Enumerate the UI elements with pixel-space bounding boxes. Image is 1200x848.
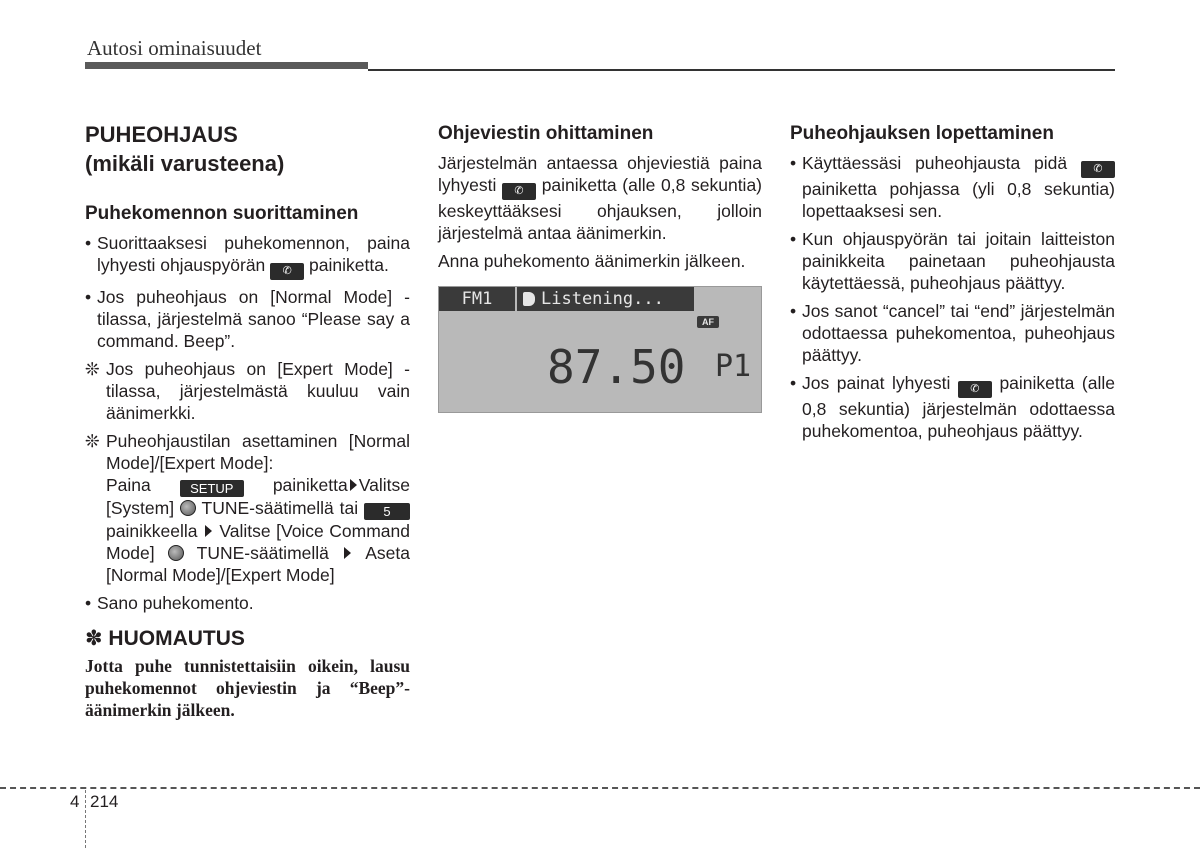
display-band: FM1 [439, 287, 517, 311]
voice-command-icon: ✆ [270, 263, 304, 280]
chapter-number: 4 [70, 792, 80, 811]
section-title-voice-command: Puhekomennon suorittaminen [85, 203, 359, 224]
bullet-mark: • [790, 229, 797, 249]
column-3 [790, 120, 1115, 448]
list-item-text: TUNE-säätimellä [196, 543, 329, 563]
bullet-mark: ❊ [85, 359, 100, 379]
page-number: 214 [90, 792, 119, 811]
main-title [85, 120, 410, 178]
list-item-text: Sano puhekomento. [97, 593, 254, 613]
paragraph: Anna puhekomento äänimerkin jälkeen. [438, 251, 746, 271]
list-item-text: Jos sanot “cancel” tai “end” järjestelmän odottaessa puhekomentoa, puheohjaus päättyy. [802, 301, 1115, 365]
section-title-end-voice: Puheohjauksen lopettaminen [790, 123, 1054, 144]
arrow-right-icon [205, 525, 212, 537]
arrow-right-icon [350, 479, 357, 491]
header-title: Autosi ominaisuudet [87, 36, 262, 60]
bullet-mark: • [85, 593, 92, 613]
tune-knob-icon [168, 545, 184, 561]
display-frequency: 87.50 [547, 340, 686, 394]
setup-button-icon: SETUP [180, 480, 244, 497]
paragraph-text: Järjestelmän antaessa ohjeviestiä paina lyhyesti [438, 153, 762, 195]
bullet-mark: • [790, 373, 797, 393]
paragraph-text: painiketta (alle 0,8 sekuntia) keskeyttääksesi ohjauksen, jolloin järjestelmä antaa äänimerkin. [438, 175, 762, 243]
note-body: Jotta puhe tunnistettaisiin oikein, lausu puhekomennot ohjeviestin ja “Beep”-äänimerkin jälkeen. [85, 656, 410, 720]
list-item [85, 430, 410, 586]
list-item [790, 372, 1115, 442]
list-item [790, 152, 1115, 222]
list-item-text: Jos painat lyhyesti [802, 373, 951, 393]
list-item-text: Aseta [Normal Mode]/[Expert Mode] [106, 543, 410, 585]
list-item-text: Suorittaaksesi puhekomennon, paina lyhyesti ohjauspyörän [97, 233, 410, 275]
display-af-badge: AF [697, 316, 719, 328]
section-title-skip-prompt: Ohjeviestin ohittaminen [438, 123, 654, 144]
header-bar [85, 62, 368, 69]
list-item-text: Valitse [System] [106, 475, 410, 518]
radio-display-image [438, 286, 762, 413]
display-status [519, 287, 664, 311]
list-item-text: Kun ohjauspyörän tai joitain laitteiston painikkeita painetaan puheohjausta käytettäessä, puheohjaus päättyy. [802, 229, 1115, 293]
display-preset: P1 [715, 349, 752, 384]
column-2 [438, 120, 762, 413]
list-item-text: painiketta pohjassa (yli 0,8 sekuntia) lopettaaksesi sen. [802, 179, 1115, 221]
display-status-text: Listening... [541, 289, 664, 309]
voice-status-icon [523, 292, 535, 306]
voice-command-icon: ✆ [1081, 161, 1115, 178]
list-item [85, 286, 410, 352]
list-item-text: TUNE-säätimellä tai [201, 498, 359, 518]
note-title: ✽ HUOMAUTUS [85, 627, 245, 650]
paragraph [438, 152, 762, 244]
list-item-text: Valitse [Voice Command Mode] [106, 521, 410, 563]
list-item-text: Käyttäessäsi puheohjausta pidä [802, 153, 1068, 173]
list-item-text: Jos puheohjaus on [Normal Mode] -tilassa, järjestelmä sanoo “Please say a command. Beep”. [97, 287, 410, 351]
list-item-text: Puheohjaustilan asettaminen [Normal Mode]/[Expert Mode]: [106, 431, 410, 473]
voice-command-icon: ✆ [502, 183, 536, 200]
list-item-text: painiketta. [309, 255, 389, 275]
display-top-bar [439, 287, 694, 311]
voice-command-icon: ✆ [958, 381, 992, 398]
button-5-icon: 5 [364, 503, 410, 520]
footer-rule [0, 787, 1200, 789]
list-item [85, 232, 410, 280]
bullet-mark: • [790, 153, 797, 173]
main-title-line1: PUHEOHJAUS [85, 122, 238, 147]
list-item-text: painikkeella [106, 521, 198, 541]
bullet-mark: • [790, 301, 797, 321]
list-item [790, 228, 1115, 294]
list-item-text: painiketta [272, 475, 348, 495]
list-item [790, 300, 1115, 366]
tune-knob-icon [180, 500, 196, 516]
column-1 [85, 120, 410, 721]
bullet-mark: • [85, 233, 92, 253]
header-rule [368, 69, 1115, 71]
bullet-mark: ❊ [85, 431, 100, 451]
list-item-text: painiketta (alle 0,8 sekuntia) järjestelmän odottaessa puhekomentoa, puheohjaus päättyy. [802, 373, 1115, 441]
arrow-right-icon [344, 547, 351, 559]
list-item [85, 592, 410, 614]
footer-divider [85, 790, 86, 848]
list-item-text: Jos puheohjaus on [Expert Mode] -tilassa, järjestelmästä kuuluu vain äänimerkki. [106, 359, 410, 423]
list-item-text: Paina [106, 475, 151, 495]
main-title-line2: (mikäli varusteena) [85, 151, 285, 176]
bullet-mark: • [85, 287, 92, 307]
list-item [85, 358, 410, 424]
